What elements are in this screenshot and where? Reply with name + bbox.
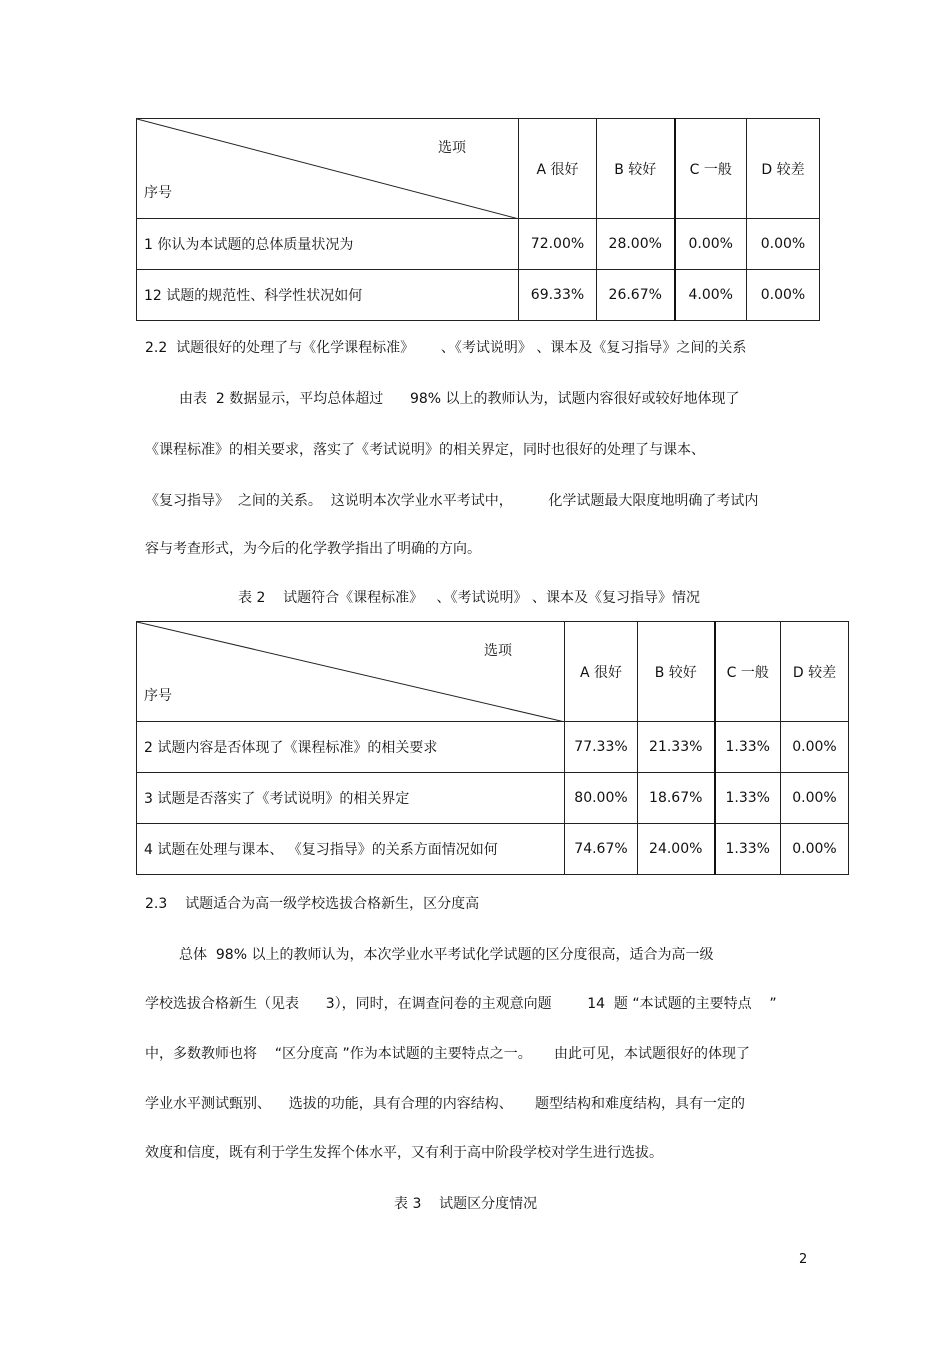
page-number: 2	[799, 1252, 808, 1267]
paragraph-line: 效度和信度，既有利于学生发挥个体水平，又有利于高中阶段学校对学生进行选拔。	[145, 1145, 663, 1161]
value-cell: 4.00%	[675, 270, 747, 321]
column-header: D 较差	[747, 119, 820, 219]
column-header: A 很好	[519, 119, 597, 219]
paragraph-line: 中，多数教师也将 “区分度高 ”作为本试题的主要特点之一。 由此可见，本试题很好的体现了	[145, 1046, 751, 1062]
value-cell: 1.33%	[715, 773, 781, 824]
column-header: D 较差	[781, 622, 849, 722]
value-cell: 77.33%	[565, 722, 638, 773]
value-cell: 0.00%	[781, 773, 849, 824]
table-row	[137, 824, 849, 875]
value-cell: 26.67%	[597, 270, 675, 321]
column-header: C 一般	[715, 622, 781, 722]
table-2-caption: 表 2 试题符合《课程标准》 、《考试说明》 、课本及《复习指导》情况	[238, 590, 700, 606]
value-cell: 0.00%	[781, 722, 849, 773]
value-cell: 72.00%	[519, 219, 597, 270]
value-cell: 1.33%	[715, 824, 781, 875]
paragraph-line: 总体 98% 以上的教师认为，本次学业水平考试化学试题的区分度很高，适合为高一级	[179, 947, 714, 963]
question-cell: 3 试题是否落实了《考试说明》的相关界定	[137, 773, 565, 824]
diagonal-line	[137, 119, 519, 219]
diagonal-header-cell	[137, 119, 519, 219]
table-row	[137, 270, 820, 321]
column-header: B 较好	[597, 119, 675, 219]
paragraph-line: 学校选拔合格新生（见表 3），同时，在调查问卷的主观意向题 14 题 “本试题的主要特点 ”	[145, 996, 777, 1012]
table-header-row	[137, 119, 820, 219]
value-cell: 0.00%	[675, 219, 747, 270]
value-cell: 24.00%	[638, 824, 715, 875]
diagonal-header-cell	[137, 622, 565, 722]
question-cell: 2 试题内容是否体现了《课程标准》的相关要求	[137, 722, 565, 773]
section-2-2-heading: 2.2 试题很好的处理了与《化学课程标准》 、《考试说明》 、课本及《复习指导》之间的关系	[145, 340, 747, 356]
diagonal-line	[137, 622, 565, 722]
seq-label: 序号	[144, 688, 172, 704]
paragraph-line: 学业水平测试甄别、 选拔的功能，具有合理的内容结构、 题型结构和难度结构，具有一定的	[145, 1096, 746, 1112]
value-cell: 1.33%	[715, 722, 781, 773]
column-header: B 较好	[638, 622, 715, 722]
table-2	[136, 621, 849, 875]
table-1	[136, 118, 820, 321]
table-row	[137, 219, 820, 270]
value-cell: 21.33%	[638, 722, 715, 773]
paragraph-line: 容与考查形式，为今后的化学教学指出了明确的方向。	[145, 541, 481, 557]
question-cell: 12 试题的规范性、科学性状况如何	[137, 270, 519, 321]
paragraph-line: 由表 2 数据显示，平均总体超过 98% 以上的教师认为，试题内容很好或较好地体现了	[179, 391, 740, 407]
question-cell: 4 试题在处理与课本、 《复习指导》的关系方面情况如何	[137, 824, 565, 875]
value-cell: 0.00%	[747, 219, 820, 270]
paragraph-line: 《复习指导》 之间的关系。 这说明本次学业水平考试中， 化学试题最大限度地明确了考试内	[145, 493, 759, 509]
column-header: C 一般	[675, 119, 747, 219]
section-2-3-heading: 2.3 试题适合为高一级学校选拔合格新生，区分度高	[145, 896, 480, 912]
options-label: 选项	[484, 643, 512, 659]
table-row	[137, 773, 849, 824]
seq-label: 序号	[144, 185, 172, 201]
paragraph-line: 《课程标准》的相关要求，落实了《考试说明》的相关界定，同时也很好的处理了与课本、	[145, 442, 705, 458]
value-cell: 28.00%	[597, 219, 675, 270]
options-label: 选项	[438, 140, 466, 156]
value-cell: 0.00%	[781, 824, 849, 875]
value-cell: 80.00%	[565, 773, 638, 824]
column-header: A 很好	[565, 622, 638, 722]
table-row	[137, 722, 849, 773]
table-header-row	[137, 622, 849, 722]
value-cell: 69.33%	[519, 270, 597, 321]
value-cell: 74.67%	[565, 824, 638, 875]
value-cell: 18.67%	[638, 773, 715, 824]
value-cell: 0.00%	[747, 270, 820, 321]
question-cell: 1 你认为本试题的总体质量状况为	[137, 219, 519, 270]
table-3-caption: 表 3 试题区分度情况	[394, 1196, 538, 1212]
